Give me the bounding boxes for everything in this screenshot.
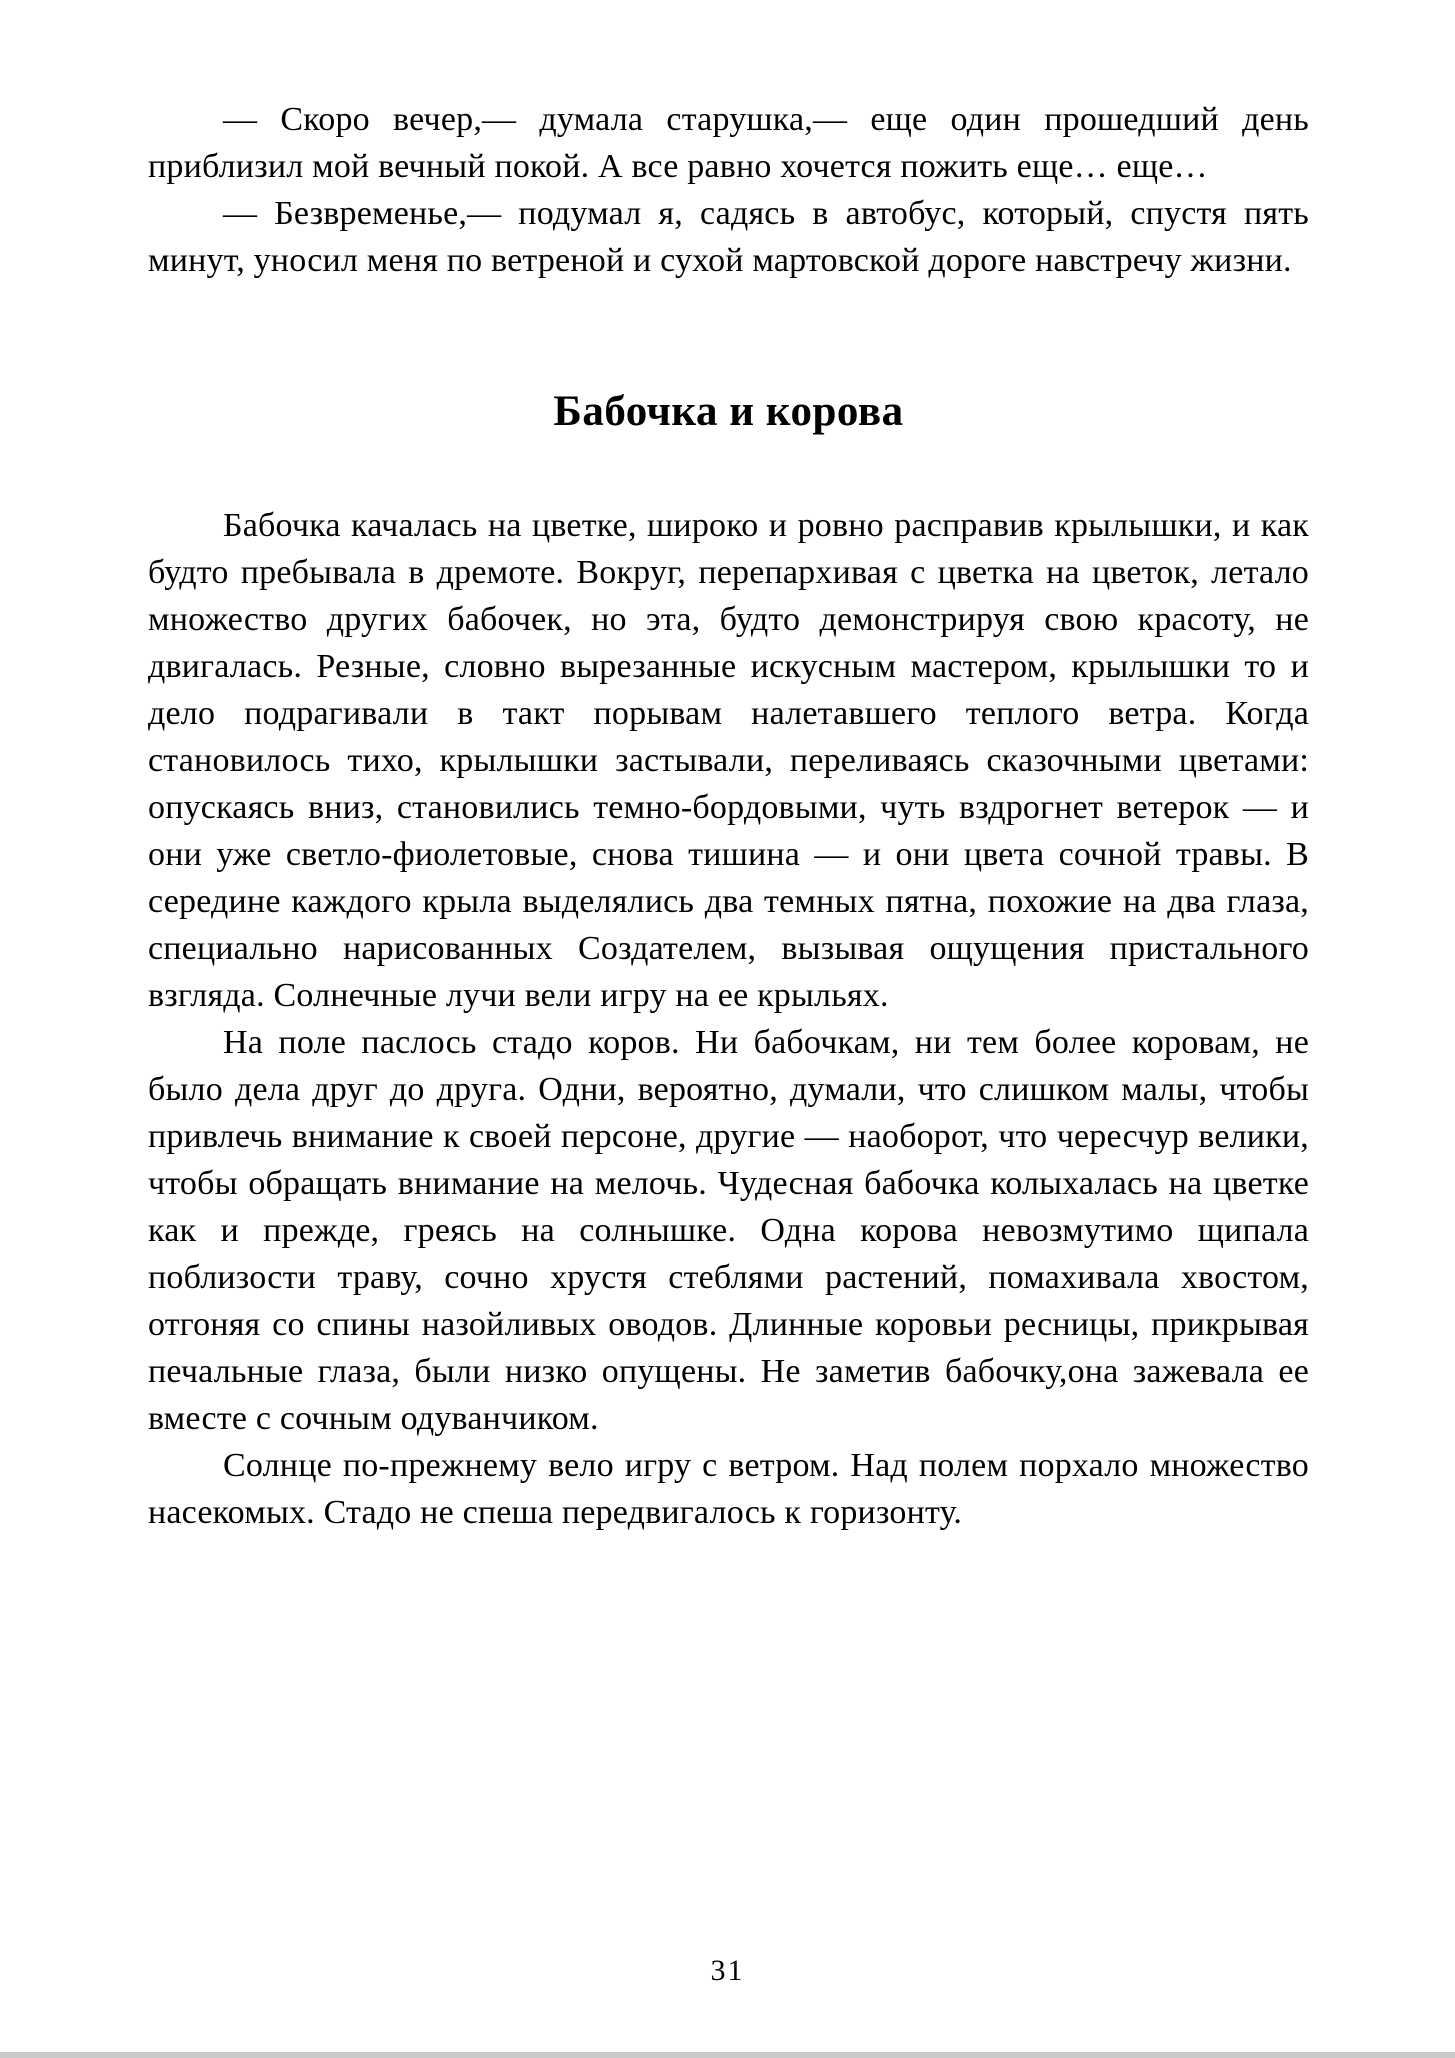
story-paragraph-1: Бабочка качалась на цветке, широко и ровно расправив крылышки, и как будто пребывала в дремоте. Вокруг, перепархивая с цветка на цветок, летало множество других бабочек, но эта, будто демонстрируя свою красоту, не двигалась. Резные, словно вырезанные искусным мастером, крылышки то и дело подрагивали в такт порывам налетавшего теплого ветра. Когда становилось тихо, крылышки застывали, переливаясь сказочными цветами: опускаясь вниз, становились темно-бордовыми, чуть вздрогнет ветерок — и они уже светло-фиолетовые, снова тишина — и они цвета сочной травы. В середине каждого крыла выделялись два темных пятна, похожие на два глаза, специально нарисованных Создателем, вызывая ощущения пристального взгляда. Солнечные лучи вели игру на ее крыльях. <box>148 507 1309 1014</box>
scan-bottom-edge <box>0 2052 1455 2058</box>
page-content <box>148 96 1309 1536</box>
story-paragraph-2: На поле паслось стадо коров. Ни бабочкам, ни тем более коровам, не было дела друг до друга. Одни, вероятно, думали, что слишком малы, чтобы привлечь внимание к своей персоне, другие — наоборот, что чересчур велики, чтобы обращать внимание на мелочь. Чудесная бабочка колыхалась на цветке как и прежде, греясь на солнышке. Одна корова невозмутимо щипала поблизости траву, сочно хрустя стеблями растений, помахивала хвостом, отгоняя со спины назойливых оводов. Длинные коровьи ресницы, прикрывая печальные глаза, были низко опущены. Не заметив бабочку,она зажевала ее вместе с сочным одуванчиком. <box>148 1024 1309 1437</box>
story-title: Бабочка и корова <box>553 388 904 435</box>
page-number: 31 <box>710 1954 745 1987</box>
story-paragraph-3: Солнце по-прежнему вело игру с ветром. Над полем порхало множество насекомых. Стадо не спеша передвигалось к горизонту. <box>148 1447 1309 1531</box>
intro-paragraph-2: — Безвременье,— подумал я, садясь в автобус, который, спустя пять минут, уносил меня по ветреной и сухой мартовской дороге навстречу жизни. <box>148 195 1309 279</box>
intro-paragraph-1: — Скоро вечер,— думала старушка,— еще один прошедший день приблизил мой вечный покой. А все равно хочется пожить еще… еще… <box>148 101 1309 185</box>
